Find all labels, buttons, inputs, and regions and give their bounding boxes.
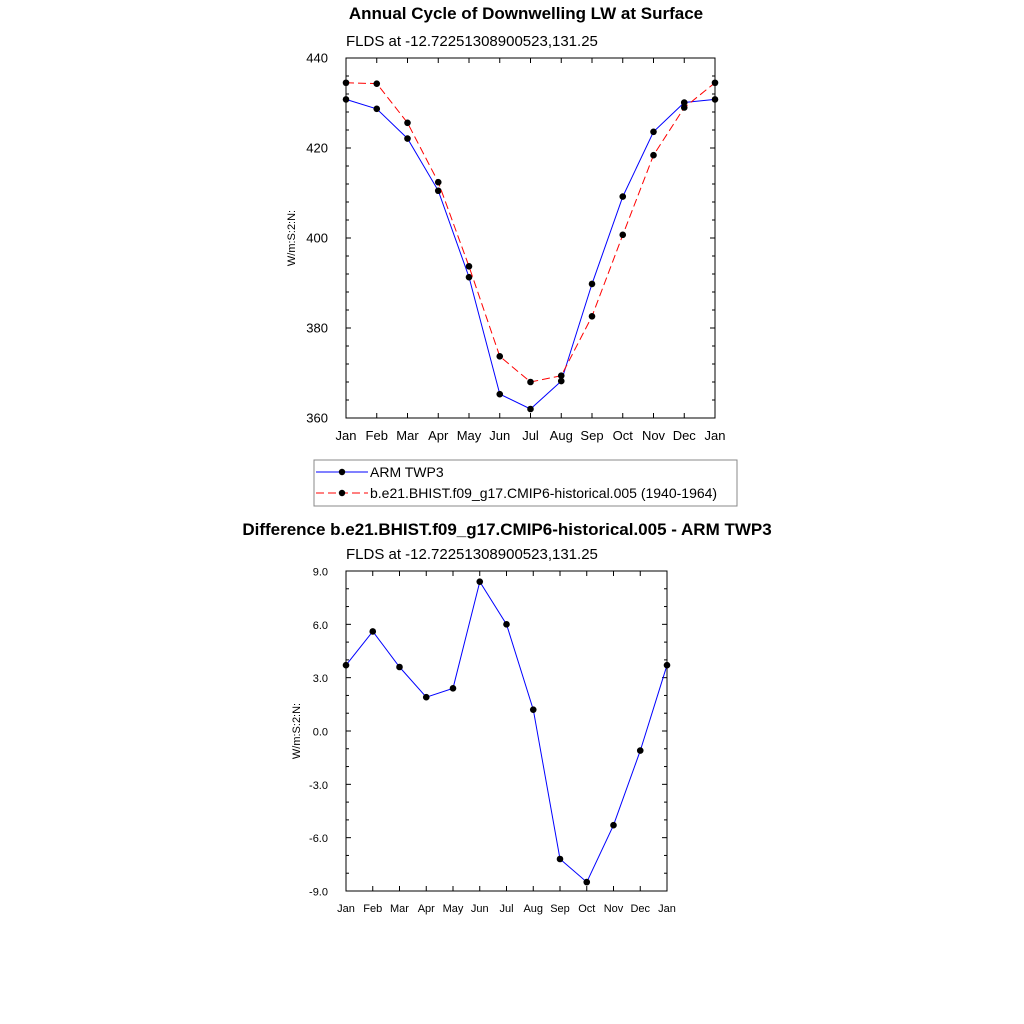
y-axis-label: W/m:S:2:N: — [286, 209, 298, 267]
series-1-point — [712, 79, 719, 86]
series-0-point — [373, 106, 380, 113]
x-tick-label: Aug — [523, 903, 544, 915]
y-tick-label: 400 — [306, 230, 328, 246]
series-1-point — [527, 379, 534, 386]
legend-marker-arm — [339, 469, 345, 475]
series-1-point — [681, 104, 688, 111]
x-tick-label: Dec — [672, 428, 696, 443]
x-tick-label: Jun — [489, 428, 511, 443]
y-tick-label: 6.0 — [312, 619, 328, 632]
x-tick-label: Jan — [335, 428, 357, 443]
legend-marker-model — [339, 490, 345, 496]
series-1-point — [373, 80, 380, 87]
series-0-point — [589, 281, 596, 288]
y-tick-label: 440 — [306, 50, 328, 66]
x-tick-label: Mar — [396, 428, 419, 443]
x-tick-label: Jul — [499, 903, 514, 915]
series-0-point — [503, 621, 510, 628]
series-0-point — [396, 664, 403, 671]
y-tick-label: -9.0 — [309, 886, 328, 899]
series-0-point — [476, 578, 483, 585]
series-0-point — [610, 822, 617, 829]
x-tick-label: Aug — [549, 428, 573, 443]
series-0-point — [450, 685, 457, 692]
y-tick-label: 3.0 — [312, 673, 328, 686]
series-0-point — [343, 96, 350, 103]
x-tick-label: Apr — [417, 903, 435, 915]
series-0-point — [650, 129, 657, 136]
series-1-point — [650, 152, 657, 159]
series-0-point — [583, 879, 590, 886]
x-tick-label: Feb — [363, 903, 383, 915]
series-0-point — [557, 856, 564, 863]
x-tick-label: Mar — [390, 903, 409, 915]
series-0-point — [343, 662, 350, 669]
y-tick-label: 360 — [306, 410, 328, 426]
series-1-point — [619, 232, 626, 239]
x-tick-label: Nov — [641, 428, 666, 443]
series-1-point — [496, 353, 503, 360]
chart-title: Annual Cycle of Downwelling LW at Surface — [348, 4, 704, 23]
chart-subtitle: FLDS at -12.72251308900523,131.25 — [346, 33, 598, 50]
chart-subtitle: FLDS at -12.72251308900523,131.25 — [346, 546, 598, 563]
x-tick-label: May — [456, 428, 482, 443]
x-tick-label: Apr — [428, 428, 449, 443]
x-tick-label: Nov — [603, 903, 624, 915]
x-tick-label: Feb — [365, 428, 388, 443]
series-0-point — [435, 187, 442, 194]
series-1-point — [404, 120, 411, 127]
x-tick-label: Jan — [658, 903, 676, 915]
y-tick-label: 9.0 — [312, 566, 328, 579]
series-1-point — [343, 79, 350, 86]
x-tick-label: Jan — [704, 428, 726, 443]
series-0-point — [496, 391, 503, 398]
x-tick-label: Jul — [522, 428, 539, 443]
y-tick-label: -3.0 — [309, 779, 328, 792]
series-0-point — [423, 694, 430, 701]
x-tick-label: Sep — [580, 428, 604, 443]
x-tick-label: Dec — [630, 903, 651, 915]
series-0-point — [619, 193, 626, 200]
series-1-point — [589, 313, 596, 320]
series-0-point — [712, 96, 719, 103]
y-tick-label: 380 — [306, 320, 328, 336]
series-1-point — [558, 372, 565, 379]
series-0-point — [466, 274, 473, 281]
series-0-point — [527, 406, 534, 413]
x-tick-label: Oct — [612, 428, 633, 443]
y-tick-label: 0.0 — [312, 726, 328, 739]
series-0-point — [404, 135, 411, 142]
series-0-point — [369, 628, 376, 635]
x-tick-label: Jun — [470, 903, 489, 915]
series-1-point — [435, 179, 442, 186]
series-0-point — [530, 706, 537, 713]
x-tick-label: Oct — [578, 903, 596, 915]
legend-label-model: b.e21.BHIST.f09_g17.CMIP6-historical.005 (1940-1964) — [370, 485, 718, 501]
series-0-point — [664, 662, 671, 669]
y-tick-label: 420 — [306, 140, 328, 156]
x-tick-label: Sep — [550, 903, 570, 915]
x-tick-label: May — [442, 903, 464, 915]
legend-label-arm: ARM TWP3 — [370, 464, 444, 480]
legend-item-model — [316, 485, 717, 501]
y-axis-label: W/m:S:2:N: — [291, 702, 303, 760]
series-0-point — [637, 747, 644, 754]
legend — [314, 460, 737, 506]
series-1-point — [466, 263, 473, 270]
chart-title: Difference b.e21.BHIST.f09_g17.CMIP6-historical.005 - ARM TWP3 — [242, 520, 772, 539]
y-tick-label: -6.0 — [309, 833, 328, 846]
x-tick-label: Jan — [337, 903, 355, 915]
